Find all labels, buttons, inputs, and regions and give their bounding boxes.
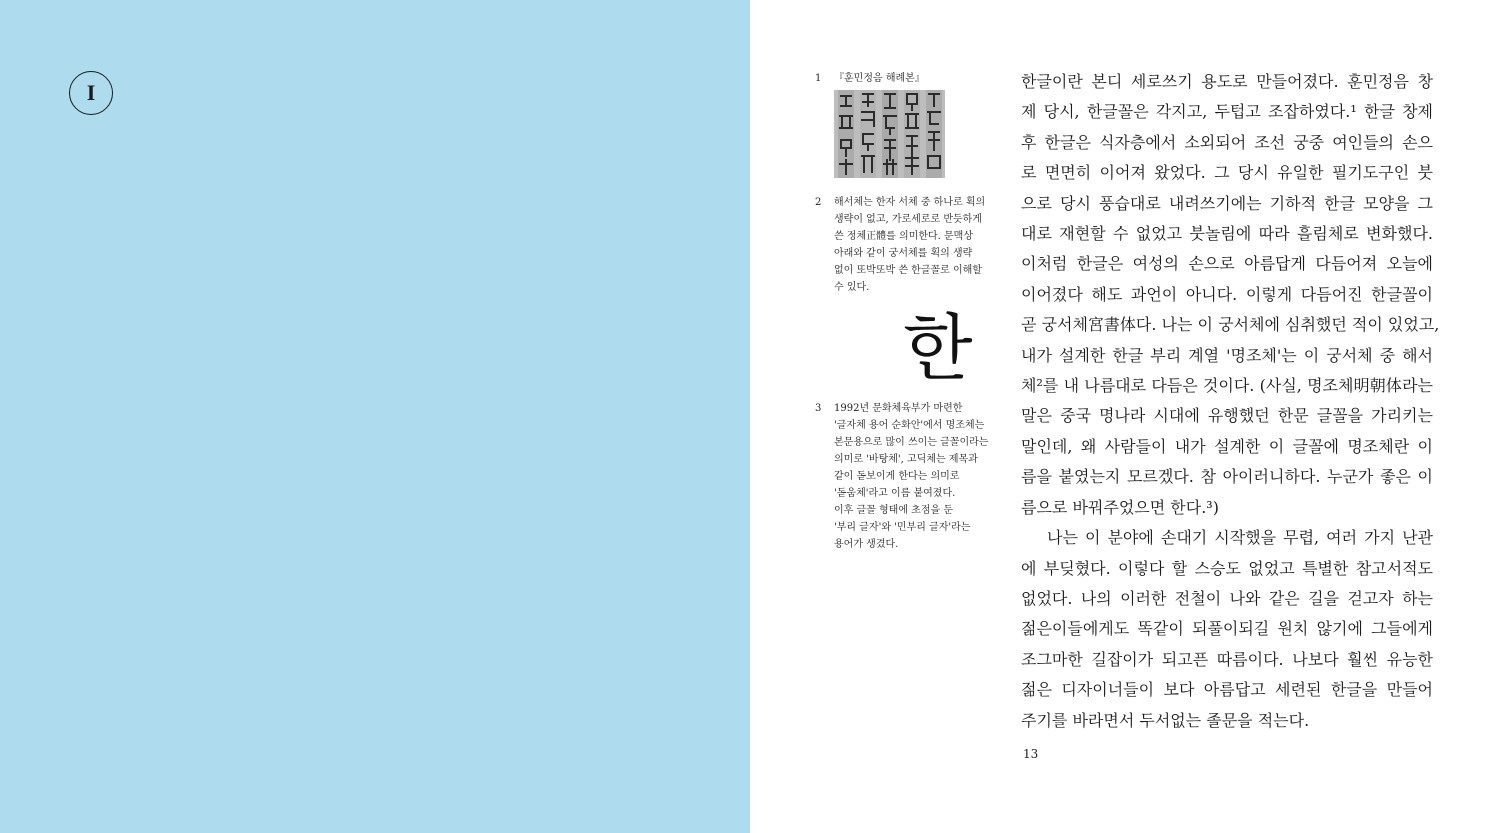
note-line: '글자체 용어 순화안'에서 명조체는 bbox=[834, 420, 985, 431]
paragraph-1 bbox=[1021, 67, 1440, 523]
note-line: 수 있다. bbox=[834, 282, 870, 293]
body-line: 체²를 내 나름대로 다듬은 것이다. (사실, 명조체明朝体라는 bbox=[1021, 376, 1433, 396]
body-line: 로 면면히 이어져 왔었다. 그 당시 유일한 필기도구인 붓 bbox=[1021, 163, 1433, 183]
body-line: 내가 설계한 한글 부리 계열 '명조체'는 이 궁서체 중 해서 bbox=[1021, 345, 1433, 365]
note-line: 『훈민정음 해례본』 bbox=[834, 73, 925, 84]
body-line: 이처럼 한글은 여성의 손으로 아름답게 다듬어져 오늘에 bbox=[1021, 254, 1433, 274]
note-line: 이후 글꼴 형태에 초점을 둔 bbox=[834, 505, 953, 516]
body-line: 젊은 디자이너들이 보다 아름답고 세련된 한글을 만들어 bbox=[1021, 680, 1433, 700]
body-line: 말인데, 왜 사람들이 내가 설계한 이 글꼴에 명조체란 이 bbox=[1021, 436, 1433, 456]
note-number: 1 bbox=[815, 73, 822, 84]
page-number: 13 bbox=[1023, 747, 1039, 761]
note-line: 본문용으로 많이 쓰이는 글꼴이라는 bbox=[834, 437, 989, 448]
body-line: 한글이란 본디 세로쓰기 용도로 만들어졌다. 훈민정음 창 bbox=[1021, 72, 1433, 91]
side-note-3 bbox=[815, 400, 988, 553]
haeseo-glyph-sample: 한 bbox=[903, 306, 973, 390]
body-line: 름을 붙였는지 모르겠다. 참 아이러니하다. 누군가 좋은 이 bbox=[1021, 467, 1433, 487]
note-line: 해서체는 한자 서체 중 하나로 획의 bbox=[834, 197, 986, 208]
note-line: 의미로 '바탕체', 고딕체는 제목과 bbox=[834, 454, 978, 465]
body-line: 이어졌다 해도 과언이 아니다. 이렇게 다듬어진 한글꼴이 bbox=[1021, 284, 1433, 304]
note-number: 3 bbox=[815, 403, 822, 414]
side-note-2 bbox=[815, 194, 985, 296]
woodblock-print-graphic bbox=[834, 90, 945, 178]
body-line: 주기를 바라면서 두서없는 졸문을 적는다. bbox=[1021, 710, 1310, 730]
body-line: 름으로 바꿔주었으면 한다.³) bbox=[1021, 497, 1219, 517]
note-line: 생략이 없고, 가로세로로 반듯하게 bbox=[834, 214, 982, 225]
body-line: 곧 궁서체宮書体다. 나는 이 궁서체에 심취했던 적이 있었고, bbox=[1021, 315, 1440, 335]
note-line: 없이 또박또박 쓴 한글꼴로 이해할 bbox=[834, 265, 982, 276]
woodblock-print-image bbox=[834, 90, 945, 178]
note-line: 1992년 문화체육부가 마련한 bbox=[834, 403, 963, 414]
main-body-text bbox=[1021, 67, 1440, 736]
body-line: 젊은이들에게도 똑같이 되풀이되길 원치 않기에 그들에게 bbox=[1021, 619, 1433, 639]
body-line: 조그마한 길잡이가 되고픈 따름이다. 나보다 훨씬 유능한 bbox=[1021, 649, 1433, 669]
right-page bbox=[750, 0, 1500, 833]
side-note-1 bbox=[815, 70, 925, 87]
note-line: 용어가 생겼다. bbox=[834, 539, 899, 550]
note-number: 2 bbox=[815, 197, 822, 208]
note-line: 같이 돋보이게 한다는 의미로 bbox=[834, 471, 960, 482]
body-line: 나는 이 분야에 손대기 시작했을 무렵, 여러 가지 난관 bbox=[1047, 528, 1433, 548]
body-line: 대로 재현할 수 없었고 붓놀림에 따라 흘림체로 변화했다. bbox=[1021, 224, 1433, 244]
body-line: 없었다. 나의 이러한 전철이 나와 같은 길을 걷고자 하는 bbox=[1021, 588, 1433, 608]
body-line: 에 부딪혔다. 이렇다 할 스승도 없었고 특별한 참고서적도 bbox=[1021, 558, 1433, 578]
paragraph-2 bbox=[1021, 523, 1433, 736]
note-line: '부리 글자'와 '민부리 글자'라는 bbox=[834, 522, 971, 533]
note-line: 아래와 같이 궁서체를 획의 생략 bbox=[834, 248, 973, 259]
body-line: 제 당시, 한글꼴은 각지고, 두텁고 조잡하였다.¹ 한글 창제 bbox=[1021, 102, 1433, 122]
note-line: 쓴 정체正體를 의미한다. 문맥상 bbox=[834, 231, 973, 242]
body-line: 으로 당시 풍습대로 내려쓰기에는 기하적 한글 모양을 그 bbox=[1021, 193, 1433, 213]
body-line: 말은 중국 명나라 시대에 유행했던 한문 글꼴을 가리키는 bbox=[1021, 406, 1433, 426]
note-line: '돋움체'라고 이름 붙여졌다. bbox=[834, 488, 956, 499]
chapter-badge: I bbox=[69, 71, 113, 115]
body-line: 후 한글은 식자층에서 소외되어 조선 궁중 여인들의 손으 bbox=[1021, 132, 1433, 152]
